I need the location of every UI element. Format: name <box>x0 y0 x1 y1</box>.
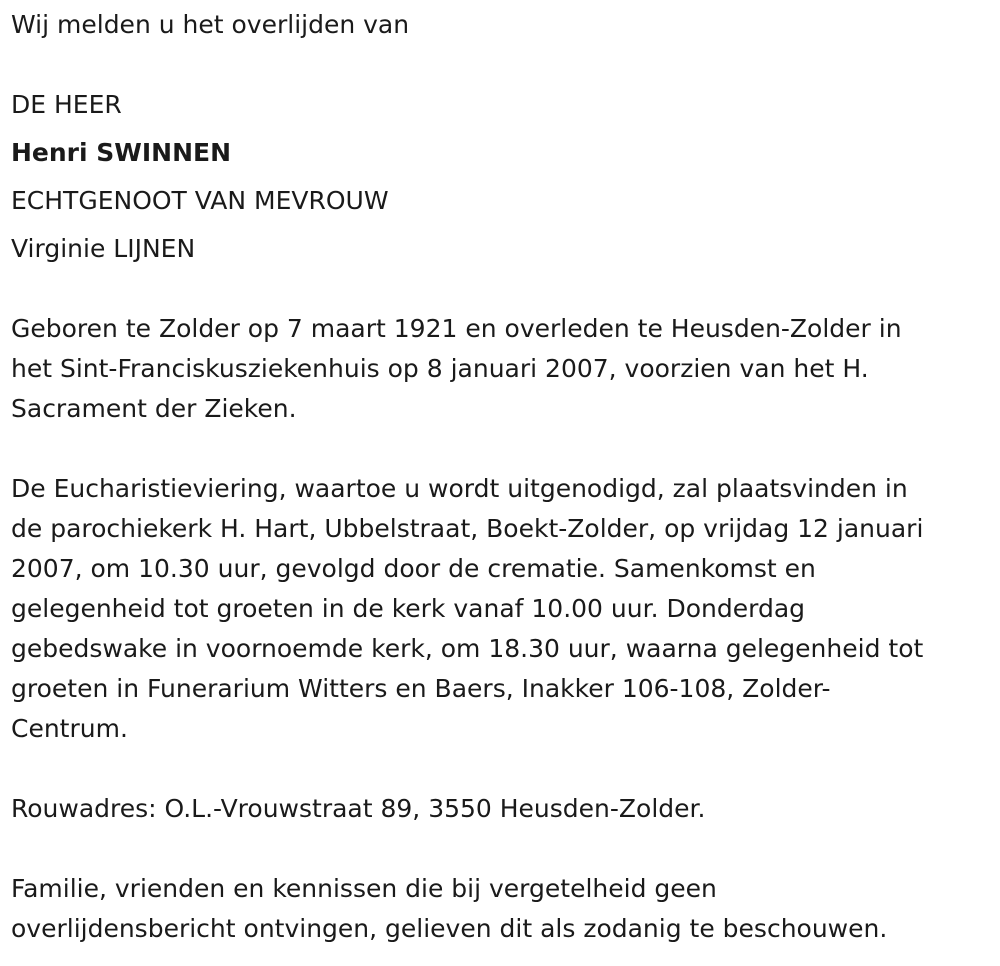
deceased-name: Henri SWINNEN <box>11 138 232 167</box>
paragraph-line: Centrum. <box>11 714 128 743</box>
mourning-address: Rouwadres: O.L.-Vrouwstraat 89, 3550 Heusden-Zolder. <box>11 794 706 823</box>
paragraph-line: gebedswake in voornoemde kerk, om 18.30 uur, waarna gelegenheid tot <box>11 634 924 663</box>
paragraph-line: overlijdensbericht ontvingen, gelieven dit als zodanig te beschouwen. <box>11 914 888 943</box>
closing-paragraph <box>11 869 979 949</box>
ceremony-paragraph <box>11 469 979 749</box>
spouse-relation: ECHTGENOOT VAN MEVROUW <box>11 186 389 215</box>
paragraph-line: Geboren te Zolder op 7 maart 1921 en overleden te Heusden-Zolder in <box>11 314 902 343</box>
birth-death-paragraph <box>11 309 979 429</box>
title-line: DE HEER <box>11 90 122 119</box>
paragraph-line: groeten in Funerarium Witters en Baers, Inakker 106-108, Zolder- <box>11 674 831 703</box>
paragraph-line: De Eucharistieviering, waartoe u wordt uitgenodigd, zal plaatsvinden in <box>11 474 908 503</box>
paragraph-line: 2007, om 10.30 uur, gevolgd door de crematie. Samenkomst en <box>11 554 816 583</box>
intro-text: Wij melden u het overlijden van <box>11 10 410 39</box>
paragraph-line: Familie, vrienden en kennissen die bij vergetelheid geen <box>11 874 717 903</box>
paragraph-line: gelegenheid tot groeten in de kerk vanaf 10.00 uur. Donderdag <box>11 594 806 623</box>
paragraph-line: Sacrament der Zieken. <box>11 394 297 423</box>
spouse-name: Virginie LIJNEN <box>11 234 196 263</box>
paragraph-line: de parochiekerk H. Hart, Ubbelstraat, Boekt-Zolder, op vrijdag 12 januari <box>11 514 924 543</box>
paragraph-line: het Sint-Franciskusziekenhuis op 8 januari 2007, voorzien van het H. <box>11 354 869 383</box>
